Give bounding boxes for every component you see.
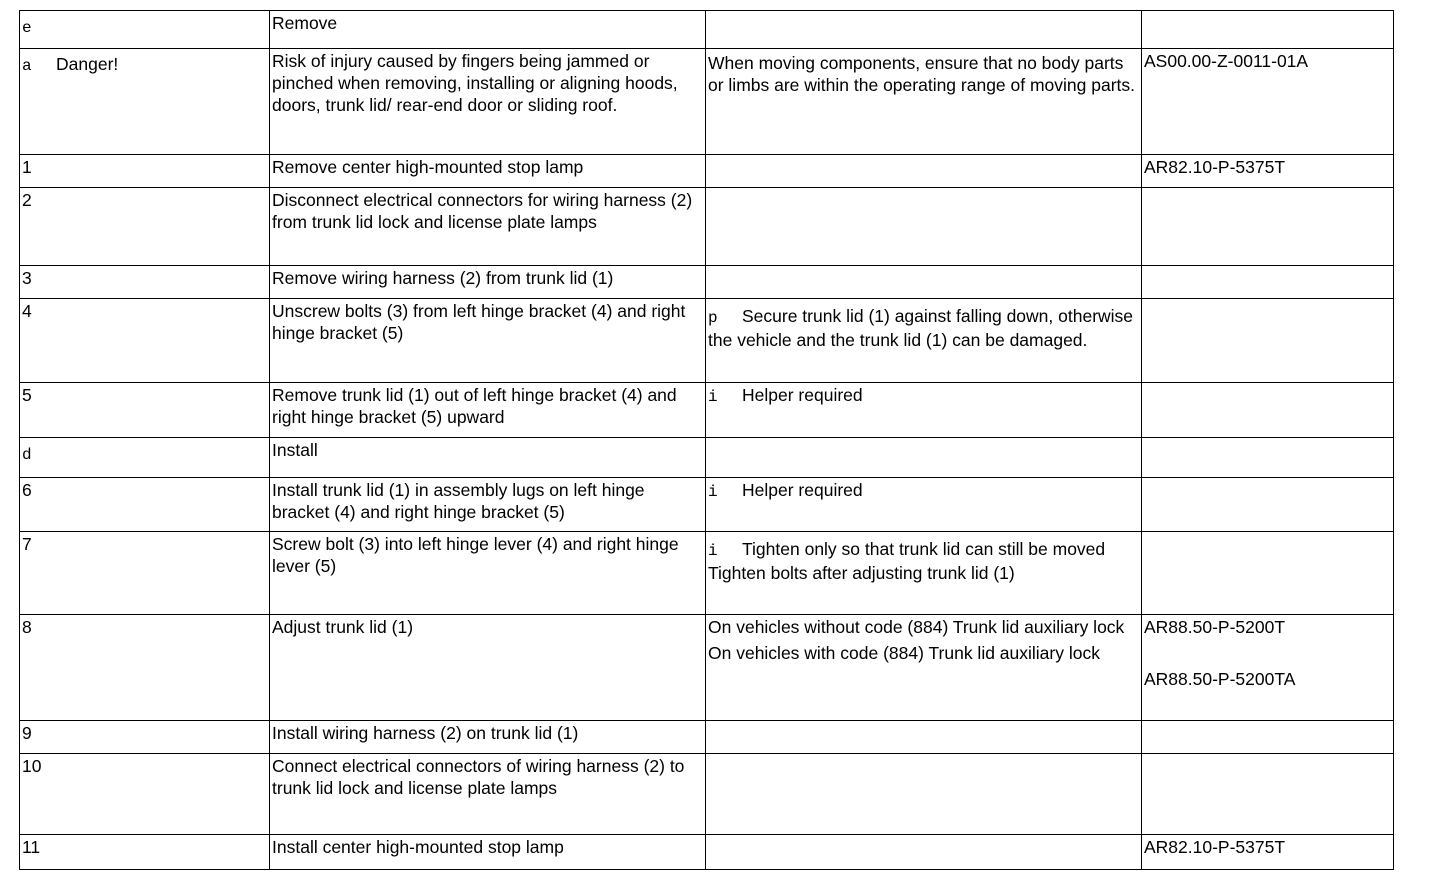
step-cell [20, 478, 270, 532]
document-reference: AR88.50-P-5200TA [1144, 669, 1296, 689]
reference-cell [1142, 721, 1394, 754]
step-cell [20, 49, 270, 155]
table-row [20, 532, 1394, 615]
note-paragraph [708, 642, 1139, 664]
reference-cell [1142, 835, 1394, 870]
step-cell [20, 532, 270, 615]
step-number: 11 [22, 837, 41, 857]
document-reference: AR82.10-P-5375T [1144, 837, 1286, 857]
step-number: 8 [22, 617, 32, 637]
reference-cell [1142, 383, 1394, 438]
table-row [20, 11, 1394, 49]
step-number: 7 [22, 534, 32, 554]
action-text: Disconnect electrical connectors for wiring harness (2) from trunk lid lock and license plate lamps [272, 190, 693, 232]
notes-cell [706, 155, 1142, 188]
action-cell [270, 754, 706, 835]
danger-label: Danger! [56, 54, 119, 74]
reference-cell [1142, 266, 1394, 299]
reference-cell [1142, 438, 1394, 478]
action-text: Screw bolt (3) into left hinge lever (4) and right hinge lever (5) [272, 534, 679, 576]
table-row [20, 835, 1394, 870]
step-number: 6 [22, 480, 32, 500]
action-cell [270, 615, 706, 721]
action-cell [270, 478, 706, 532]
step-cell [20, 299, 270, 383]
table-row [20, 438, 1394, 478]
action-text: Remove wiring harness (2) from trunk lid (1) [272, 268, 614, 288]
action-text: Adjust trunk lid (1) [272, 617, 414, 637]
notes-cell [706, 188, 1142, 266]
notes-cell [706, 11, 1142, 49]
action-cell [270, 835, 706, 870]
note-paragraph [708, 305, 1139, 351]
reference-cell [1142, 155, 1394, 188]
action-text: Remove trunk lid (1) out of left hinge bracket (4) and right hinge bracket (5) upward [272, 385, 677, 427]
table-row [20, 615, 1394, 721]
info-icon: i [708, 483, 718, 501]
step-cell [20, 754, 270, 835]
step-cell [20, 11, 270, 49]
table-row [20, 188, 1394, 266]
action-text: Install wiring harness (2) on trunk lid (1) [272, 723, 579, 743]
note-paragraph [708, 616, 1139, 638]
document-reference: AR88.50-P-5200T [1144, 617, 1286, 637]
note-text: When moving components, ensure that no body parts or limbs are within the operating range of moving parts. [708, 53, 1136, 95]
step-cell [20, 188, 270, 266]
note-paragraph [708, 384, 1139, 408]
document-reference: AR82.10-P-5375T [1144, 157, 1286, 177]
action-text: Risk of injury caused by fingers being jammed or pinched when removing, installing or aligning hoods, doors, trunk lid/ rear-end door or sliding roof. [272, 51, 678, 115]
info-icon: i [708, 542, 718, 560]
note-text: Secure trunk lid (1) against falling down, otherwise the vehicle and the trunk lid (1) can be damaged. [708, 306, 1134, 350]
info-icon: i [708, 388, 718, 406]
notes-cell [706, 478, 1142, 532]
section-symbol-icon: a [22, 57, 32, 75]
action-cell [270, 532, 706, 615]
section-symbol-icon: d [22, 446, 32, 464]
reference-cell [1142, 754, 1394, 835]
action-cell [270, 11, 706, 49]
notes-cell [706, 383, 1142, 438]
action-cell [270, 383, 706, 438]
table-row [20, 721, 1394, 754]
procedure-table [19, 10, 1394, 870]
reference-cell [1142, 188, 1394, 266]
table-row [20, 299, 1394, 383]
action-text: Install center high-mounted stop lamp [272, 837, 564, 857]
note-text: On vehicles without code (884) Trunk lid auxiliary lock [708, 617, 1125, 637]
table-row [20, 49, 1394, 155]
step-number: 1 [22, 157, 32, 177]
table-row [20, 266, 1394, 299]
action-cell [270, 49, 706, 155]
action-cell [270, 438, 706, 478]
step-number: 3 [22, 268, 32, 288]
reference-cell [1142, 11, 1394, 49]
reference-cell [1142, 299, 1394, 383]
action-cell [270, 721, 706, 754]
note-paragraph [708, 52, 1139, 96]
action-text: Install trunk lid (1) in assembly lugs on left hinge bracket (4) and right hinge bracket (5) [272, 480, 645, 522]
step-cell [20, 383, 270, 438]
note-paragraph [708, 538, 1139, 584]
step-cell [20, 615, 270, 721]
action-cell [270, 266, 706, 299]
step-cell [20, 266, 270, 299]
notes-cell [706, 438, 1142, 478]
reference-cell [1142, 615, 1394, 721]
section-symbol-icon: e [22, 19, 32, 37]
note-text: Tighten only so that trunk lid can still be moved Tighten bolts after adjusting trunk lid (1) [708, 539, 1106, 583]
step-cell [20, 155, 270, 188]
caution-icon: p [708, 309, 718, 327]
procedure-table-body [20, 11, 1394, 870]
reference-cell [1142, 478, 1394, 532]
note-text: Helper required [742, 480, 863, 500]
step-number: 4 [22, 301, 32, 321]
notes-cell [706, 266, 1142, 299]
step-number: 10 [22, 756, 42, 776]
notes-cell [706, 532, 1142, 615]
action-cell [270, 155, 706, 188]
note-paragraph [708, 479, 1139, 503]
step-cell [20, 438, 270, 478]
table-row [20, 754, 1394, 835]
table-row [20, 383, 1394, 438]
notes-cell [706, 299, 1142, 383]
table-row [20, 478, 1394, 532]
notes-cell [706, 754, 1142, 835]
action-text: Connect electrical connectors of wiring harness (2) to trunk lid lock and license plate lamps [272, 756, 685, 798]
notes-cell [706, 615, 1142, 721]
action-text: Unscrew bolts (3) from left hinge bracket (4) and right hinge bracket (5) [272, 301, 686, 343]
step-number: 9 [22, 723, 32, 743]
action-cell [270, 188, 706, 266]
notes-cell [706, 835, 1142, 870]
action-text: Remove center high-mounted stop lamp [272, 157, 584, 177]
step-number: 5 [22, 385, 32, 405]
action-text: Remove [272, 13, 338, 33]
document-reference: AS00.00-Z-0011-01A [1144, 51, 1309, 71]
action-cell [270, 299, 706, 383]
note-text: On vehicles with code (884) Trunk lid auxiliary lock [708, 643, 1100, 663]
note-text: Helper required [742, 385, 863, 405]
reference-cell [1142, 49, 1394, 155]
step-cell [20, 721, 270, 754]
notes-cell [706, 49, 1142, 155]
step-number: 2 [22, 190, 32, 210]
reference-cell [1142, 532, 1394, 615]
action-text: Install [272, 440, 318, 460]
notes-cell [706, 721, 1142, 754]
table-row [20, 155, 1394, 188]
step-cell [20, 835, 270, 870]
